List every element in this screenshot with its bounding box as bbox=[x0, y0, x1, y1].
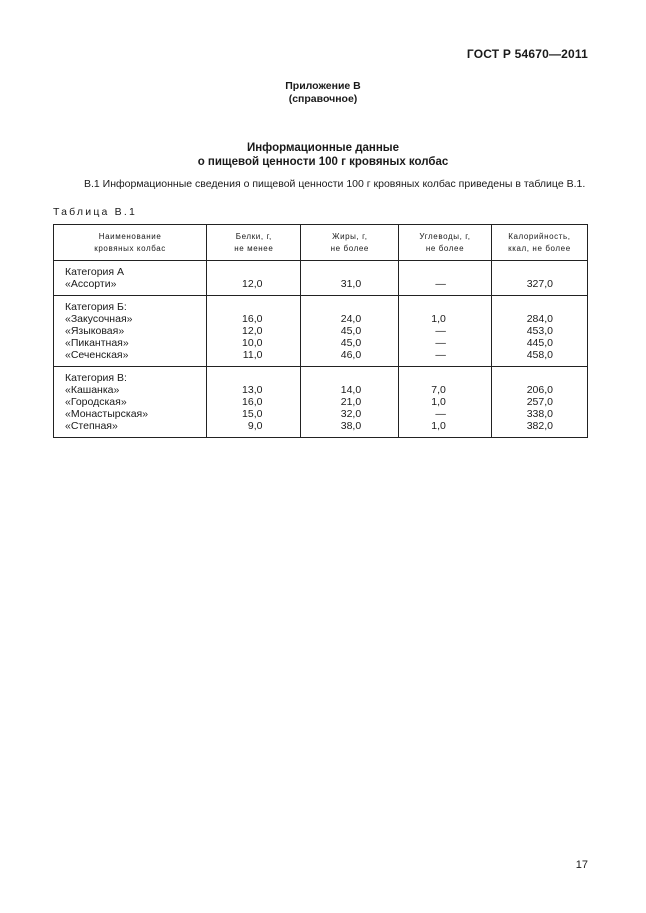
blank-line bbox=[207, 301, 262, 313]
appendix-title: Приложение В bbox=[285, 80, 361, 92]
cell-fat bbox=[301, 261, 399, 296]
blank-line bbox=[207, 372, 262, 384]
cell-carbs bbox=[399, 296, 492, 367]
value-protein: 13,0 bbox=[242, 384, 263, 396]
section-title-line1: Информационные данные bbox=[246, 142, 400, 154]
cell-protein bbox=[207, 367, 301, 438]
cell-name bbox=[54, 296, 207, 367]
product-name: «Пикантная» bbox=[65, 337, 129, 349]
header-fat: Жиры, г, не более bbox=[301, 225, 399, 261]
value-carbs: — bbox=[435, 337, 446, 349]
value-calories: 458,0 bbox=[526, 349, 553, 361]
section-title-line2: о пищевой ценности 100 г кровяных колбас bbox=[197, 156, 449, 168]
value-fat: 31,0 bbox=[340, 278, 362, 290]
value-protein: 11,0 bbox=[242, 349, 263, 361]
value-calories: 453,0 bbox=[526, 325, 553, 337]
value-calories: 382,0 bbox=[526, 420, 553, 432]
header-calories: Калорийность, ккал, не более bbox=[491, 225, 587, 261]
document-code: ГОСТ Р 54670—2011 bbox=[466, 47, 588, 61]
product-name: «Городская» bbox=[65, 396, 127, 408]
value-carbs: 1,0 bbox=[431, 313, 446, 325]
blank-line bbox=[301, 372, 361, 384]
product-name: «Ассорти» bbox=[65, 278, 117, 290]
value-carbs: — bbox=[435, 278, 446, 290]
header-protein: Белки, г, не менее bbox=[207, 225, 301, 261]
cell-calories bbox=[491, 367, 587, 438]
value-calories: 206,0 bbox=[526, 384, 553, 396]
cell-carbs bbox=[399, 367, 492, 438]
blank-line bbox=[492, 301, 553, 313]
nutrition-table bbox=[53, 224, 588, 438]
appendix-subtitle: (справочное) bbox=[288, 93, 358, 105]
blank-line bbox=[492, 372, 553, 384]
value-fat: 24,0 bbox=[340, 313, 362, 325]
table-body bbox=[54, 261, 588, 438]
header-name: Наименование кровяных колбас bbox=[54, 225, 207, 261]
cell-protein bbox=[207, 261, 301, 296]
value-protein: 15,0 bbox=[242, 408, 263, 420]
cell-calories bbox=[491, 261, 587, 296]
product-name: «Степная» bbox=[65, 420, 118, 432]
table-group-row bbox=[54, 296, 588, 367]
value-carbs: 7,0 bbox=[431, 384, 446, 396]
value-calories: 257,0 bbox=[526, 396, 553, 408]
value-carbs: — bbox=[435, 408, 446, 420]
value-carbs: — bbox=[435, 349, 446, 361]
value-calories: 327,0 bbox=[526, 278, 553, 290]
cell-fat bbox=[301, 296, 399, 367]
value-protein: 12,0 bbox=[242, 278, 263, 290]
value-carbs: — bbox=[435, 325, 446, 337]
product-name: «Монастырская» bbox=[65, 408, 149, 420]
category-label: Категория Б: bbox=[65, 301, 127, 313]
blank-line bbox=[399, 301, 446, 313]
value-carbs: 1,0 bbox=[431, 420, 446, 432]
product-name: «Сеченская» bbox=[65, 349, 129, 361]
value-carbs: 1,0 bbox=[431, 396, 446, 408]
value-fat: 21,0 bbox=[340, 396, 362, 408]
value-fat: 14,0 bbox=[340, 384, 362, 396]
cell-carbs bbox=[399, 261, 492, 296]
category-label: Категория А bbox=[65, 266, 125, 278]
value-calories: 284,0 bbox=[526, 313, 553, 325]
value-protein: 12,0 bbox=[242, 325, 263, 337]
blank-line bbox=[301, 301, 361, 313]
blank-line bbox=[492, 266, 553, 278]
product-name: «Закусочная» bbox=[65, 313, 133, 325]
section-heading bbox=[0, 141, 646, 169]
cell-name bbox=[54, 261, 207, 296]
page-number: 17 bbox=[575, 859, 588, 871]
value-calories: 338,0 bbox=[526, 408, 553, 420]
table-group-row bbox=[54, 261, 588, 296]
value-protein: 16,0 bbox=[242, 396, 263, 408]
value-fat: 32,0 bbox=[340, 408, 362, 420]
blank-line bbox=[399, 266, 446, 278]
value-protein: 10,0 bbox=[242, 337, 263, 349]
value-fat: 38,0 bbox=[340, 420, 362, 432]
value-fat: 46,0 bbox=[340, 349, 362, 361]
value-fat: 45,0 bbox=[340, 325, 362, 337]
header-carbs: Углеводы, г, не более bbox=[399, 225, 492, 261]
blank-line bbox=[301, 266, 361, 278]
intro-paragraph: В.1 Информационные сведения о пищевой ценности 100 г кровяных колбас приведены в таблице В.1. bbox=[84, 178, 586, 190]
product-name: «Кашанка» bbox=[65, 384, 120, 396]
category-label: Категория В: bbox=[65, 372, 127, 384]
value-protein: 16,0 bbox=[242, 313, 263, 325]
value-protein: 9,0 bbox=[247, 420, 263, 432]
blank-line bbox=[207, 266, 262, 278]
cell-fat bbox=[301, 367, 399, 438]
value-calories: 445,0 bbox=[526, 337, 553, 349]
blank-line bbox=[399, 372, 446, 384]
table-group-row bbox=[54, 367, 588, 438]
cell-calories bbox=[491, 296, 587, 367]
table-header-row bbox=[54, 225, 588, 261]
value-fat: 45,0 bbox=[340, 337, 362, 349]
product-name: «Языковая» bbox=[65, 325, 125, 337]
cell-protein bbox=[207, 296, 301, 367]
cell-name bbox=[54, 367, 207, 438]
table-label: Таблица В.1 bbox=[53, 206, 138, 218]
appendix-heading bbox=[0, 80, 646, 106]
